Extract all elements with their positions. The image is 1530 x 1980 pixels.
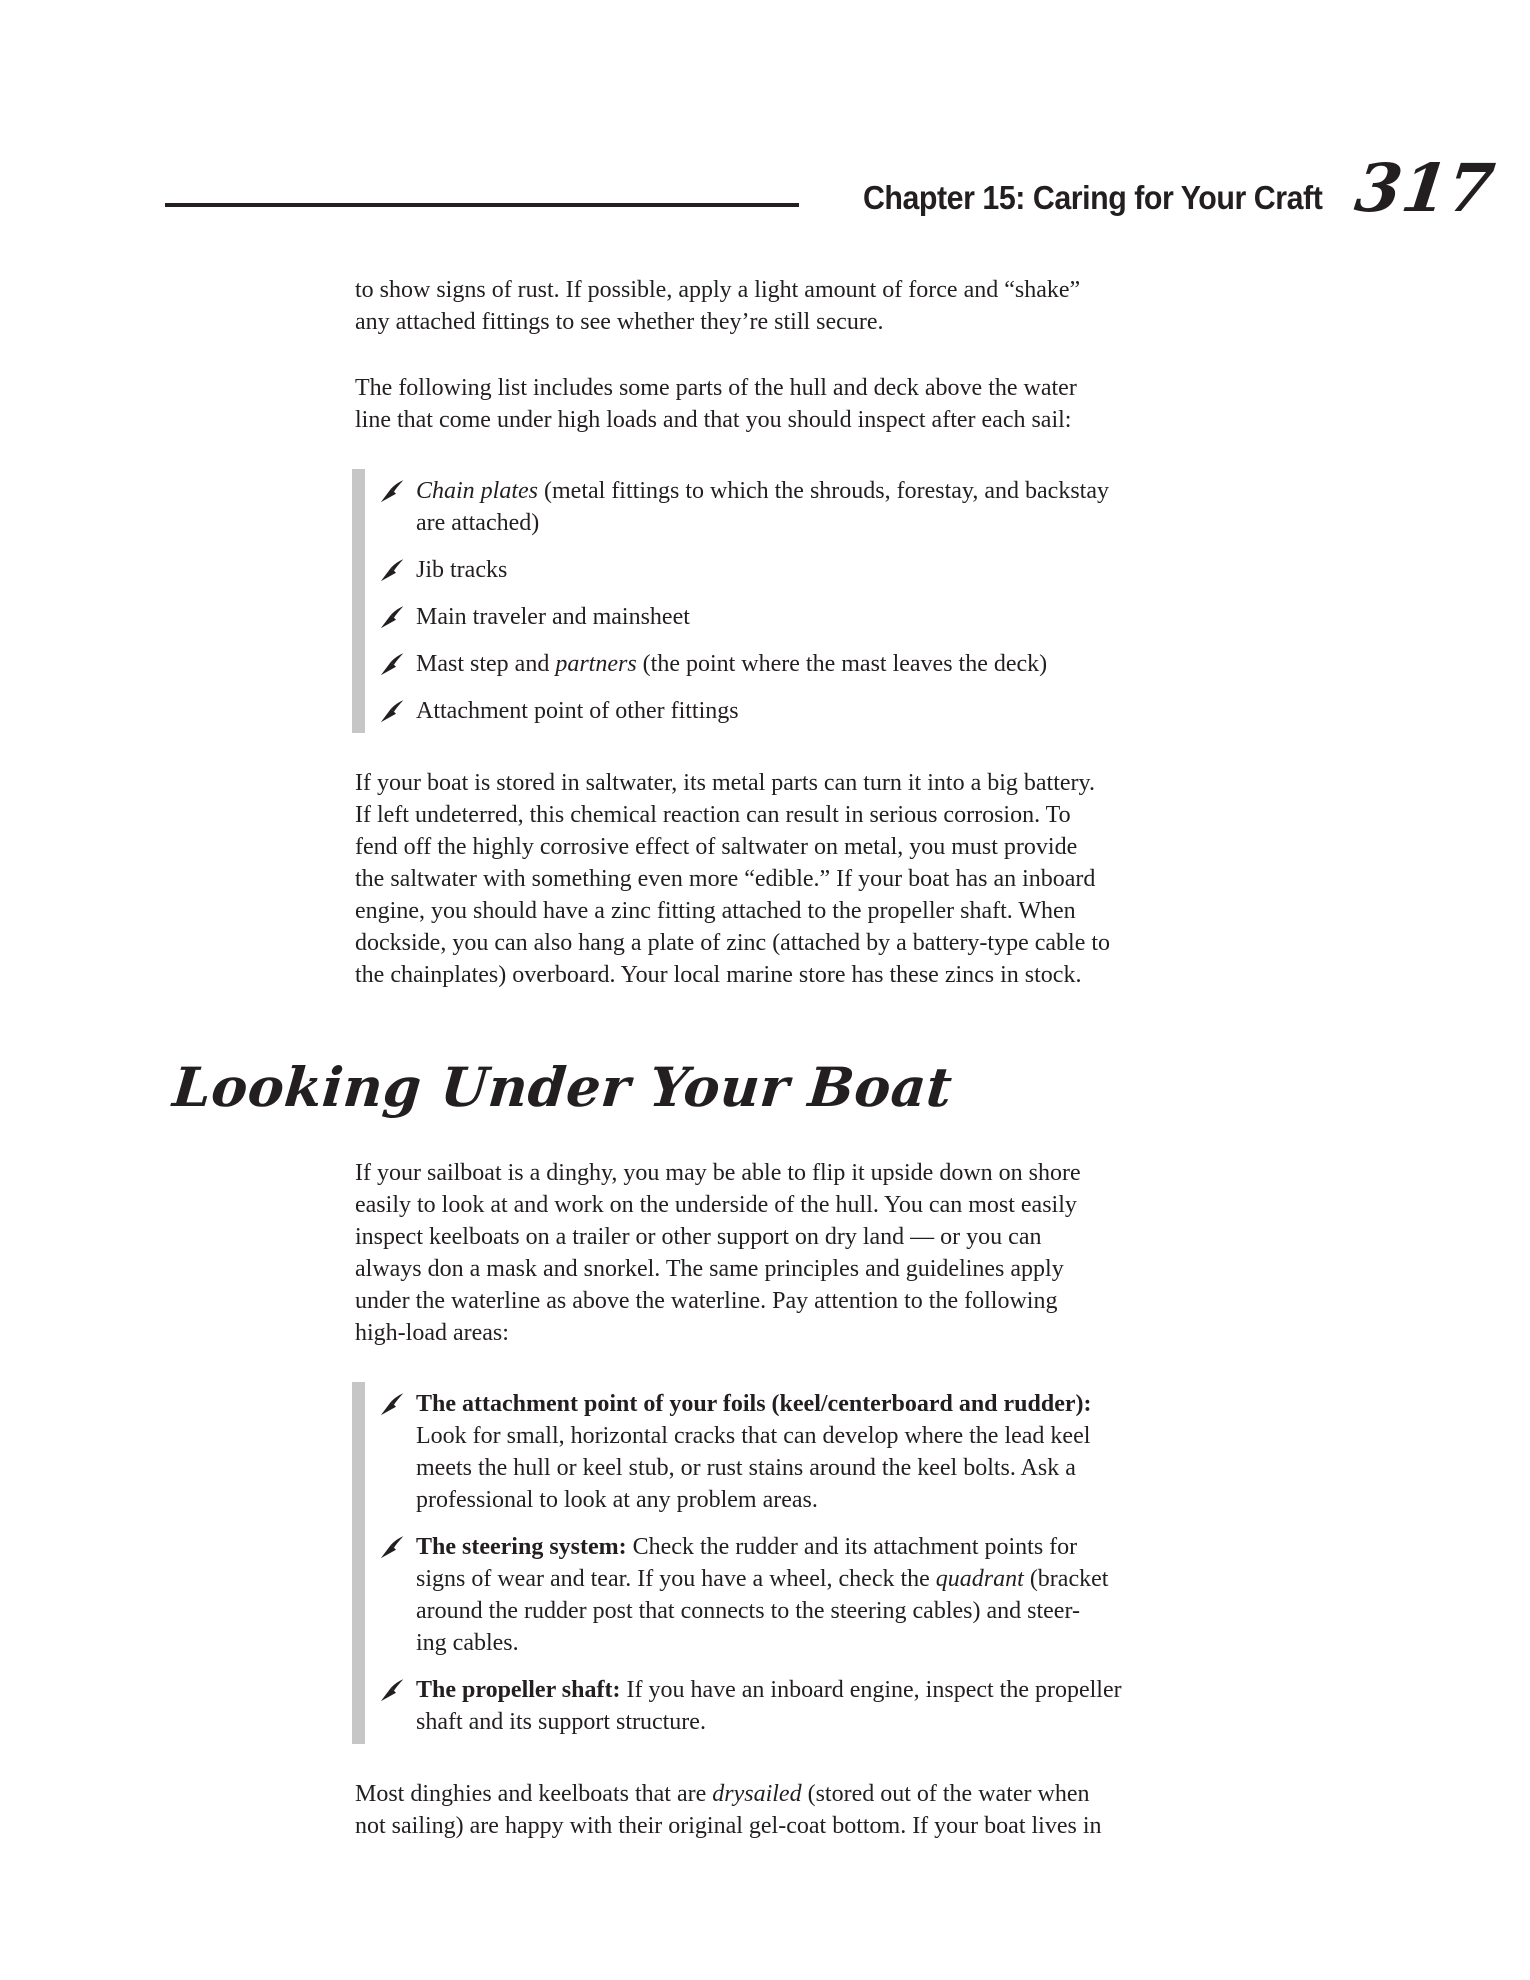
bullet-item [378,1531,1490,1659]
text-line [416,1531,1108,1563]
text-line: easily to look at and work on the underside of the hull. You can most easily [355,1192,1077,1218]
text-line [416,1674,1122,1706]
text-segment: Mast step and [416,651,556,677]
text-segment: (metal fittings to which the shrouds, forestay, and backstay [538,478,1109,504]
text-line: the chainplates) overboard. Your local marine store has these zincs in stock. [355,962,1082,988]
check-arrow-bullet-icon [378,478,405,505]
bullet-item-text [416,695,739,727]
bullet-item [378,1674,1490,1738]
text-line: If left undeterred, this chemical reaction can result in serious corrosion. To [355,802,1071,828]
text-line: Main traveler and mainsheet [416,604,690,630]
bullet-item [378,601,1490,633]
bullet-item [378,475,1490,539]
text-line: inspect keelboats on a trailer or other support on dry land — or you can [355,1224,1042,1250]
text-line: line that come under high loads and that you should inspect after each sail: [355,407,1072,433]
check-arrow-bullet-icon [378,1391,405,1418]
text-line: under the waterline as above the waterline. Pay attention to the following [355,1288,1058,1314]
text-line: engine, you should have a zinc fitting attached to the propeller shaft. When [355,898,1076,924]
bullet-item-text [416,1674,1122,1738]
bullet-item-text [416,475,1109,539]
bullet-item [378,648,1490,680]
check-arrow-bullet-icon [378,1534,405,1561]
text-line: Look for small, horizontal cracks that can develop where the lead keel [416,1423,1091,1449]
bullet-item-text [416,554,507,586]
text-segment: (stored out of the water when [801,1781,1090,1807]
running-head [165,149,1499,227]
text-line: always don a mask and snorkel. The same principles and guidelines apply [355,1256,1064,1282]
text-line: any attached fittings to see whether they’re still secure. [355,309,884,335]
text-line [416,1563,1108,1595]
text-segment: The attachment point of your foils (keel/centerboard and rudder): [416,1391,1092,1417]
bullet-item [378,1388,1490,1516]
bullet-item [378,695,1490,727]
text-segment: drysailed [712,1781,802,1807]
check-arrow-bullet-icon [378,557,405,584]
text-line [355,1778,1490,1810]
text-line [416,1388,1092,1420]
text-segment: (the point where the mast leaves the deck) [636,651,1048,677]
check-arrow-bullet-icon [378,604,405,631]
text-line: professional to look at any problem areas. [416,1487,818,1513]
bullet-item-text [416,1388,1092,1516]
text-line: not sailing) are happy with their original gel-coat bottom. If your boat lives in [355,1813,1102,1839]
text-segment: partners [555,651,637,677]
text-segment: The propeller shaft: [416,1677,621,1703]
text-line: meets the hull or keel stub, or rust stains around the keel bolts. Ask a [416,1455,1076,1481]
text-line: Jib tracks [416,557,508,583]
header-rule [165,203,799,207]
text-line: high-load areas: [355,1320,509,1346]
text-segment: quadrant [935,1566,1024,1592]
section-heading: Looking Under Your Boat [170,1055,955,1119]
text-segment: signs of wear and tear. If you have a wheel, check the [416,1566,936,1592]
text-line: fend off the highly corrosive effect of saltwater on metal, you must provide [355,834,1078,860]
bullet-item-text [416,601,690,633]
text-line: are attached) [416,510,540,536]
paragraph [355,767,1490,991]
text-line: the saltwater with something even more “edible.” If your boat has an inboard [355,866,1096,892]
bullet-list [352,469,1490,733]
page-content [0,274,1530,1842]
text-segment: (bracket [1023,1566,1109,1592]
text-line: Attachment point of other fittings [416,698,739,724]
text-line [416,475,1109,507]
check-arrow-bullet-icon [378,698,405,725]
text-line: If your sailboat is a dinghy, you may be able to flip it upside down on shore [355,1160,1081,1186]
bullet-item-text [416,1531,1108,1659]
text-line: around the rudder post that connects to the steering cables) and steer- [416,1598,1080,1624]
bullet-item [378,554,1490,586]
page-number: 317 [1351,149,1499,227]
text-segment: The steering system: [416,1534,627,1560]
check-arrow-bullet-icon [378,651,405,678]
text-line: dockside, you can also hang a plate of zinc (attached by a battery-type cable to [355,930,1111,956]
text-segment: If you have an inboard engine, inspect the propeller [620,1677,1122,1703]
paragraph [355,372,1490,436]
bullet-item-text [416,648,1047,680]
text-line: The following list includes some parts of the hull and deck above the water [355,375,1077,401]
text-line: shaft and its support structure. [416,1709,706,1735]
text-line: If your boat is stored in saltwater, its metal parts can turn it into a big battery. [355,770,1095,796]
text-line: to show signs of rust. If possible, apply a light amount of force and “shake” [355,277,1081,303]
check-arrow-bullet-icon [378,1677,405,1704]
text-segment: Chain plates [416,478,539,504]
bullet-list [352,1382,1490,1744]
paragraph [355,1157,1490,1349]
text-segment: Most dinghies and keelboats that are [355,1781,713,1807]
text-line: ing cables. [416,1630,519,1656]
paragraph [355,1778,1490,1842]
text-line [416,648,1047,680]
text-segment: Check the rudder and its attachment points for [626,1534,1078,1560]
paragraph [355,274,1490,338]
chapter-title: Chapter 15: Caring for Your Craft [862,179,1323,216]
